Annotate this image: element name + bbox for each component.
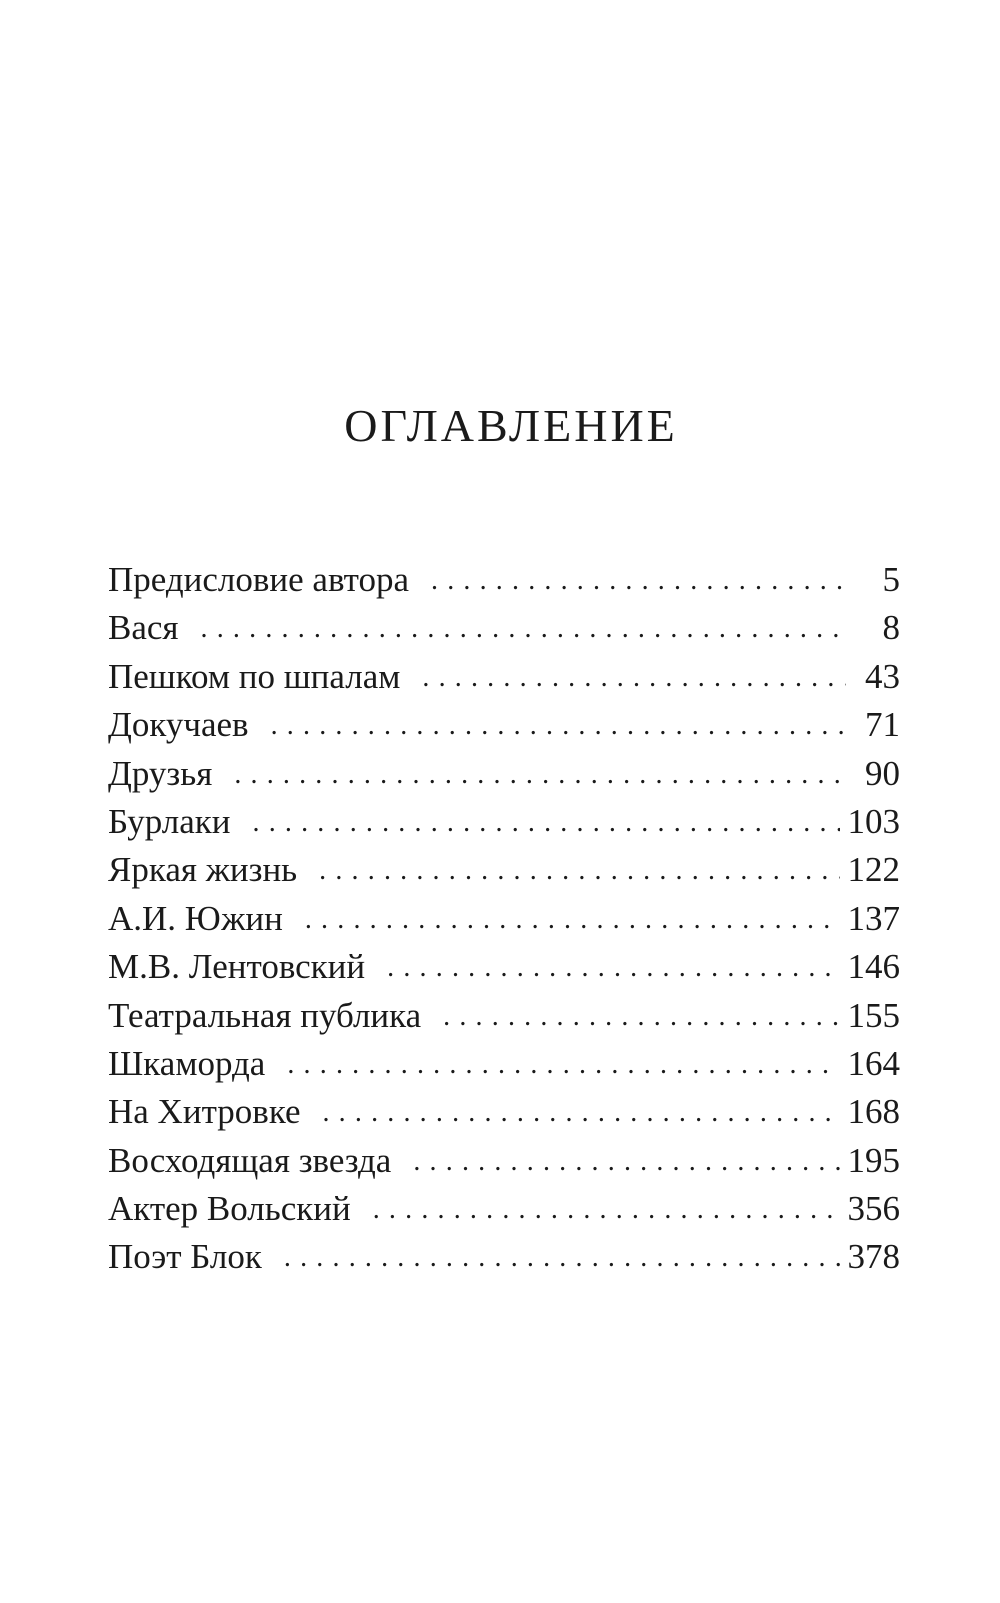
dot-leader — [201, 605, 846, 653]
toc-page-number: 356 — [847, 1189, 900, 1229]
toc-page-number: 195 — [847, 1140, 900, 1180]
toc-entry-title: Вася — [108, 608, 179, 648]
toc-page-number: 103 — [847, 801, 900, 841]
table-of-contents — [108, 556, 900, 1282]
dot-leader — [319, 847, 839, 895]
dot-leader — [253, 799, 840, 847]
toc-entry — [108, 604, 900, 652]
toc-entry-title: М.В. Лентовский — [108, 947, 366, 987]
toc-entry-title: На Хитровке — [108, 1092, 301, 1132]
toc-entry-title: Актер Вольский — [108, 1189, 351, 1229]
toc-entry — [108, 992, 900, 1040]
toc-entry-title: Яркая жизнь — [108, 850, 298, 890]
toc-entry — [108, 1185, 900, 1233]
dot-leader — [234, 751, 846, 799]
toc-page-number: 8 — [882, 608, 900, 648]
toc-entry — [108, 943, 900, 991]
dot-leader — [271, 702, 846, 750]
toc-entry — [108, 750, 900, 798]
dot-leader — [305, 896, 840, 944]
dot-leader — [443, 993, 839, 1041]
toc-entry-title: Предисловие автора — [108, 560, 409, 599]
dot-leader — [431, 557, 846, 605]
toc-page-number: 5 — [882, 560, 900, 599]
toc-entry-title: Театральная публика — [108, 995, 422, 1035]
page-title: ОГЛАВЛЕНИЕ — [344, 400, 678, 451]
dot-leader — [287, 1041, 839, 1089]
toc-entry — [108, 846, 900, 894]
toc-page-number: 71 — [865, 705, 900, 745]
toc-page-number: 43 — [865, 656, 900, 696]
dot-leader — [422, 654, 846, 702]
toc-entry-title: Докучаев — [108, 705, 249, 745]
toc-entry-title: А.И. Южин — [108, 898, 283, 938]
toc-entry-title: Шкаморда — [108, 1043, 266, 1083]
toc-entry-title: Восходящая звезда — [108, 1140, 392, 1180]
dot-leader — [284, 1234, 840, 1282]
toc-entry — [108, 556, 900, 604]
toc-entry — [108, 701, 900, 749]
toc-entry-title: Пешком по шпалам — [108, 656, 401, 696]
toc-entry — [108, 1137, 900, 1185]
toc-page-number: 168 — [847, 1092, 900, 1132]
toc-entry — [108, 895, 900, 943]
dot-leader — [387, 944, 839, 992]
toc-entry — [108, 653, 900, 701]
toc-entry — [108, 798, 900, 846]
dot-leader — [373, 1186, 840, 1234]
toc-entry-title: Бурлаки — [108, 801, 231, 841]
toc-entry — [108, 1040, 900, 1088]
toc-page-number: 122 — [847, 850, 900, 890]
toc-entry-title: Друзья — [108, 753, 213, 793]
dot-leader — [413, 1138, 839, 1186]
toc-page-number: 155 — [847, 995, 900, 1035]
toc-entry — [108, 1233, 900, 1281]
toc-page-number: 146 — [847, 947, 900, 987]
toc-entry-title: Поэт Блок — [108, 1237, 262, 1277]
toc-page-number: 378 — [847, 1237, 900, 1277]
toc-entry — [108, 1088, 900, 1136]
toc-page-number: 137 — [847, 898, 900, 938]
toc-page-number: 90 — [865, 753, 900, 793]
toc-page-number: 164 — [847, 1043, 900, 1083]
dot-leader — [322, 1089, 839, 1137]
